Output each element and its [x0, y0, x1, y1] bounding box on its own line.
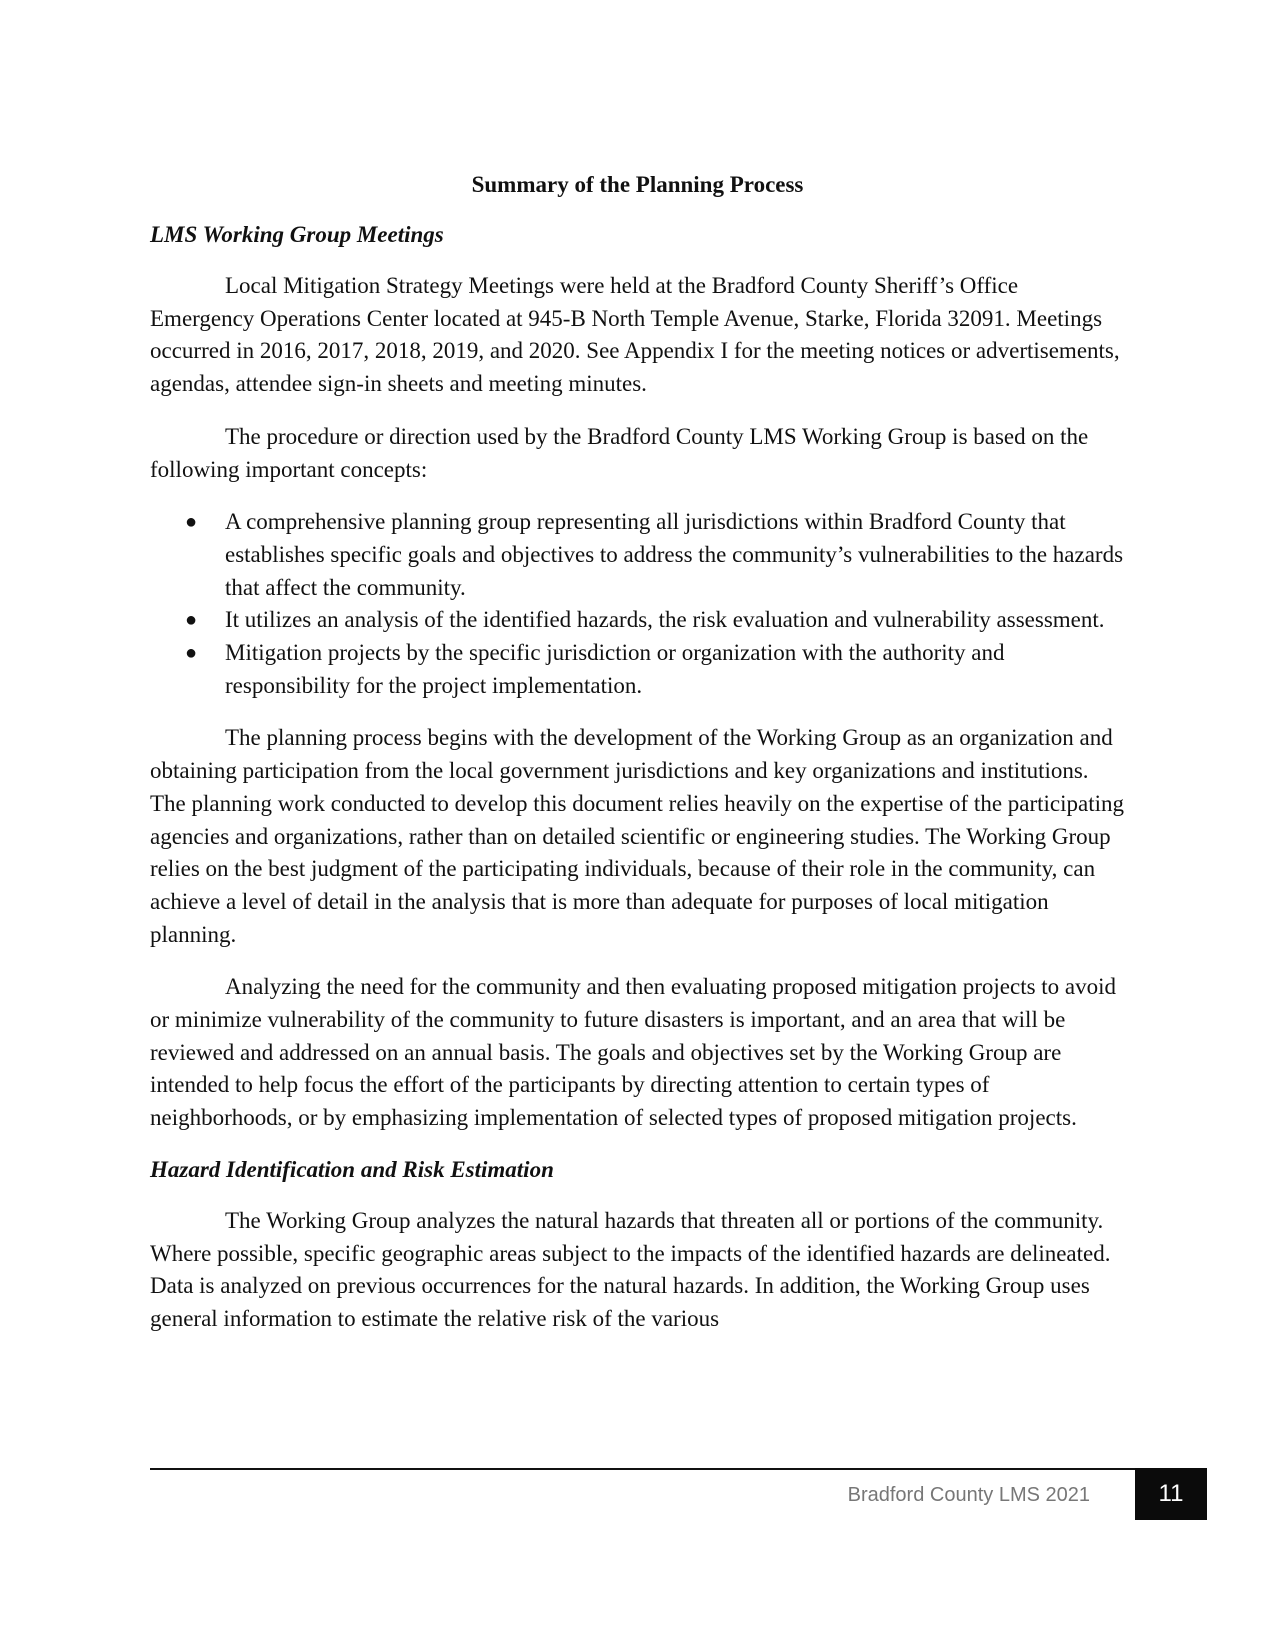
page-footer — [150, 1468, 1190, 1520]
footer-document-label: Bradford County LMS 2021 — [847, 1484, 1090, 1506]
bullet-text: A comprehensive planning group representing all jurisdictions within Bradford County that establishes specific goals and objectives to address the community’s vulnerabilities to the hazards that affect the community. — [225, 509, 1124, 600]
paragraph-procedure-intro: The procedure or direction used by the Bradford County LMS Working Group is based on the following important concepts: — [150, 423, 1089, 482]
bullet-icon: ● — [185, 511, 198, 534]
paragraph-hazard-analysis: The Working Group analyzes the natural hazards that threaten all or portions of the community. Where possible, specific geographic areas subject to the impacts of the identified hazards are delineated. Data is analyzed on previous occurrences for the natural hazards. In addition, the Working Group uses general information to estimate the relative risk of the various — [150, 1207, 1111, 1331]
page-number: 11 — [1135, 1468, 1207, 1520]
concepts-bullet-list — [150, 506, 1125, 702]
section-heading-hazard-identification: Hazard Identification and Risk Estimation — [150, 1156, 554, 1182]
paragraph-analyzing-need: Analyzing the need for the community and then evaluating proposed mitigation projects to avoid or minimize vulnerability of the community to future disasters is important, and an area that will be reviewed and addressed on an annual basis. The goals and objectives set by the Working Group are intended to help focus the effort of the participants by directing attention to certain types of neighborhoods, or by emphasizing implementation of selected types of proposed mitigation projects. — [150, 974, 1117, 1131]
bullet-icon: ● — [185, 642, 198, 665]
bullet-item — [150, 637, 1125, 702]
bullet-icon: ● — [185, 609, 198, 632]
page-title: Summary of the Planning Process — [471, 172, 804, 197]
bullet-text: It utilizes an analysis of the identified hazards, the risk evaluation and vulnerability assessment. — [225, 607, 1105, 633]
footer-divider — [150, 1468, 1135, 1470]
bullet-text: Mitigation projects by the specific jurisdiction or organization with the authority and responsibility for the project implementation. — [225, 640, 1005, 698]
section-heading-lms-working-group-meetings: LMS Working Group Meetings — [150, 222, 444, 247]
bullet-item — [150, 604, 1125, 637]
bullet-item — [150, 506, 1125, 604]
page-body — [150, 170, 1125, 1356]
paragraph-planning-process: The planning process begins with the development of the Working Group as an organization and obtaining participation from the local government jurisdictions and key organizations and institutions. The planning work conducted to develop this document relies heavily on the expertise of the participating agencies and organizations, rather than on detailed scientific or engineering studies. The Working Group relies on the best judgment of the participating individuals, because of their role in the community, can achieve a level of detail in the analysis that is more than adequate for purposes of local mitigation planning. — [150, 725, 1125, 947]
paragraph-meetings-location: Local Mitigation Strategy Meetings were held at the Bradford County Sheriff’s Office Emergency Operations Center located at 945-B North Temple Avenue, Starke, Florida 32091. Meetings occurred in 2016, 2017, 2018, 2019, and 2020. See Appendix I for the meeting notices or advertisements, agendas, attendee sign-in sheets and meeting minutes. — [150, 273, 1120, 397]
